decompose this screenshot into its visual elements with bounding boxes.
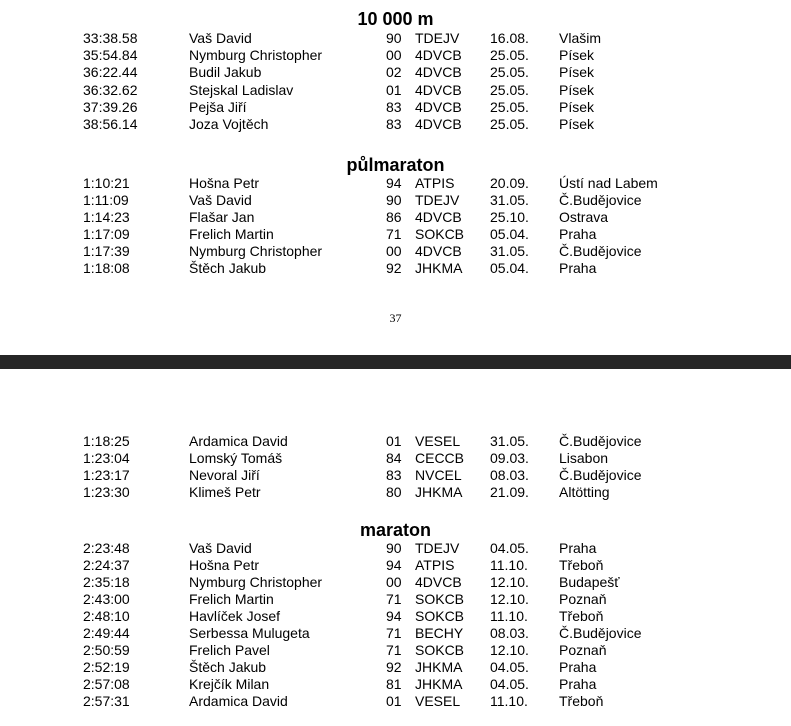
result-time: 2:52:19	[83, 659, 130, 675]
result-place: Poznaň	[559, 591, 607, 607]
result-year: 81	[386, 676, 402, 692]
result-year: 01	[386, 433, 402, 449]
result-name: Pejša Jiří	[189, 98, 247, 115]
result-date: 25.10.	[490, 209, 529, 225]
result-name: Vaš David	[189, 540, 252, 556]
result-name: Joza Vojtěch	[189, 116, 269, 132]
section-heading: maraton	[359, 520, 431, 540]
result-club: BECHY	[415, 625, 464, 641]
result-row	[0, 608, 791, 625]
result-place: Vlašim	[559, 30, 602, 46]
result-name: Budil Jakub	[189, 64, 262, 81]
result-name: Hošna Petr	[189, 175, 260, 191]
result-club: 4DVCB	[415, 574, 462, 590]
result-name: Vaš David	[189, 192, 252, 208]
result-date: 05.04.	[490, 226, 529, 242]
result-year: 83	[386, 116, 402, 132]
page-number: 37	[389, 311, 402, 325]
result-row	[0, 175, 791, 192]
result-time: 2:49:44	[83, 625, 130, 641]
result-time: 35:54.84	[83, 47, 138, 64]
result-year: 71	[386, 226, 402, 242]
result-time: 2:35:18	[83, 574, 130, 590]
result-place: Třeboň	[559, 608, 604, 624]
result-year: 90	[386, 192, 402, 208]
result-place: Písek	[559, 98, 595, 115]
result-date: 25.05.	[490, 64, 529, 81]
result-year: 71	[386, 625, 402, 641]
result-year: 94	[386, 175, 402, 191]
result-place: Č.Budějovice	[559, 625, 642, 641]
result-club: TDEJV	[415, 30, 460, 46]
result-date: 12.10.	[490, 642, 529, 658]
result-year: 83	[386, 467, 402, 483]
result-row	[0, 540, 791, 557]
result-time: 1:18:08	[83, 260, 130, 276]
result-name: Nymburg Christopher	[189, 47, 323, 64]
result-year: 80	[386, 484, 402, 500]
result-year: 00	[386, 574, 402, 590]
result-name: Štěch Jakub	[189, 260, 267, 276]
result-club: 4DVCB	[415, 98, 462, 115]
result-time: 1:17:09	[83, 226, 130, 242]
result-place: Ústí nad Labem	[559, 175, 658, 191]
result-club: SOKCB	[415, 642, 465, 658]
result-date: 11.10.	[490, 693, 528, 709]
result-name: Nymburg Christopher	[189, 574, 323, 590]
result-name: Stejskal Ladislav	[189, 81, 294, 98]
result-time: 1:11:09	[83, 192, 129, 208]
result-time: 2:23:48	[83, 540, 130, 556]
result-club: JHKMA	[415, 659, 463, 675]
result-row	[0, 557, 791, 574]
result-club: JHKMA	[415, 676, 463, 692]
result-name: Frelich Martin	[189, 226, 274, 242]
result-club: 4DVCB	[415, 81, 462, 98]
result-name: Štěch Jakub	[189, 659, 267, 675]
result-club: ATPIS	[415, 175, 455, 191]
result-year: 92	[386, 260, 402, 276]
result-time: 1:18:25	[83, 433, 130, 449]
result-date: 04.05.	[490, 540, 529, 556]
result-date: 25.05.	[490, 81, 529, 98]
result-date: 31.05.	[490, 433, 529, 449]
result-row	[0, 226, 791, 243]
result-time: 1:23:04	[83, 450, 130, 466]
result-club: TDEJV	[415, 540, 460, 556]
result-date: 12.10.	[490, 591, 529, 607]
result-place: Poznaň	[559, 642, 607, 658]
result-club: SOKCB	[415, 608, 465, 624]
result-place: Altötting	[559, 484, 610, 500]
result-row	[0, 484, 791, 501]
result-time: 37:39.26	[83, 98, 138, 115]
result-year: 71	[386, 591, 402, 607]
result-date: 08.03.	[490, 467, 529, 483]
result-row	[0, 659, 791, 676]
result-name: Havlíček Josef	[189, 608, 281, 624]
result-date: 08.03.	[490, 625, 529, 641]
result-time: 2:48:10	[83, 608, 130, 624]
result-time: 2:50:59	[83, 642, 130, 658]
result-row	[0, 574, 791, 591]
result-year: 90	[386, 30, 402, 46]
result-club: VESEL	[415, 433, 461, 449]
result-club: 4DVCB	[415, 47, 462, 64]
result-year: 94	[386, 557, 402, 573]
result-place: Písek	[559, 116, 595, 132]
result-place: Praha	[559, 540, 597, 556]
result-place: Písek	[559, 47, 595, 64]
result-place: Praha	[559, 226, 597, 242]
result-row	[0, 467, 791, 484]
result-place: Praha	[559, 260, 597, 276]
result-name: Nevoral Jiří	[189, 467, 260, 483]
result-row	[0, 30, 791, 47]
result-club: JHKMA	[415, 260, 463, 276]
result-date: 21.09.	[490, 484, 529, 500]
result-row	[0, 116, 791, 133]
result-place: Třeboň	[559, 693, 604, 709]
result-year: 02	[386, 64, 402, 81]
result-year: 01	[386, 693, 402, 709]
result-place: Písek	[559, 81, 595, 98]
result-date: 25.05.	[490, 98, 529, 115]
result-date: 11.10.	[490, 608, 528, 624]
result-place: Č.Budějovice	[559, 467, 642, 483]
result-date: 31.05.	[490, 243, 529, 259]
result-place: Lisabon	[559, 450, 609, 466]
result-time: 1:14:23	[83, 209, 130, 225]
result-club: 4DVCB	[415, 209, 462, 225]
result-date: 04.05.	[490, 659, 529, 675]
result-time: 33:38.58	[83, 30, 138, 46]
result-place: Č.Budějovice	[559, 433, 642, 449]
result-row	[0, 642, 791, 659]
result-name: Ardamica David	[189, 693, 288, 709]
result-date: 04.05.	[490, 676, 529, 692]
result-name: Frelich Martin	[189, 591, 274, 607]
result-place: Ostrava	[559, 209, 609, 225]
result-time: 2:57:08	[83, 676, 130, 692]
result-place: Třeboň	[559, 557, 604, 573]
result-year: 00	[386, 47, 402, 64]
result-date: 20.09.	[490, 175, 529, 191]
result-name: Vaš David	[189, 30, 252, 46]
result-year: 92	[386, 659, 402, 675]
result-row	[0, 47, 791, 64]
result-name: Frelich Pavel	[189, 642, 270, 658]
result-club: TDEJV	[415, 192, 460, 208]
result-row	[0, 243, 791, 260]
result-time: 36:32.62	[83, 81, 138, 98]
result-club: 4DVCB	[415, 243, 462, 259]
result-place: Praha	[559, 659, 597, 675]
result-place: Č.Budějovice	[559, 192, 642, 208]
result-row	[0, 64, 791, 81]
result-time: 1:17:39	[83, 243, 130, 259]
result-club: JHKMA	[415, 484, 463, 500]
result-row	[0, 260, 791, 277]
page-divider	[0, 355, 791, 369]
result-name: Serbessa Mulugeta	[189, 625, 310, 641]
result-time: 38:56.14	[83, 116, 138, 132]
result-date: 05.04.	[490, 260, 529, 276]
result-row	[0, 676, 791, 693]
result-row	[0, 192, 791, 209]
result-club: SOKCB	[415, 226, 465, 242]
result-row	[0, 82, 791, 99]
result-time: 2:24:37	[83, 557, 130, 573]
result-row	[0, 693, 791, 710]
result-place: Praha	[559, 676, 597, 692]
result-row	[0, 433, 791, 450]
result-year: 83	[386, 98, 402, 115]
result-club: NVCEL	[415, 467, 462, 483]
result-name: Nymburg Christopher	[189, 243, 323, 259]
result-year: 86	[386, 209, 402, 225]
result-year: 94	[386, 608, 402, 624]
result-club: 4DVCB	[415, 116, 462, 132]
result-year: 90	[386, 540, 402, 556]
section-heading: 10 000 m	[357, 9, 434, 29]
result-row	[0, 450, 791, 467]
result-place: Písek	[559, 64, 595, 81]
result-date: 11.10.	[490, 557, 528, 573]
result-time: 1:23:30	[83, 484, 130, 500]
result-name: Lomský Tomáš	[189, 450, 283, 466]
result-row	[0, 209, 791, 226]
result-name: Ardamica David	[189, 433, 288, 449]
result-club: VESEL	[415, 693, 461, 709]
result-row	[0, 99, 791, 116]
result-name: Klimeš Petr	[189, 484, 261, 500]
result-place: Budapešť	[559, 574, 620, 590]
result-row	[0, 625, 791, 642]
result-date: 25.05.	[490, 116, 529, 132]
result-year: 71	[386, 642, 402, 658]
result-place: Č.Budějovice	[559, 243, 642, 259]
result-time: 2:43:00	[83, 591, 130, 607]
section-heading: půlmaraton	[346, 155, 445, 175]
result-year: 84	[386, 450, 402, 466]
result-time: 1:23:17	[83, 467, 130, 483]
result-club: 4DVCB	[415, 64, 462, 81]
result-date: 31.05.	[490, 192, 529, 208]
result-time: 2:57:31	[83, 693, 130, 709]
result-date: 09.03.	[490, 450, 529, 466]
result-date: 16.08.	[490, 30, 529, 46]
result-club: ATPIS	[415, 557, 455, 573]
result-year: 00	[386, 243, 402, 259]
result-date: 12.10.	[490, 574, 529, 590]
result-name: Hošna Petr	[189, 557, 260, 573]
result-name: Flašar Jan	[189, 209, 255, 225]
result-time: 36:22.44	[83, 64, 138, 81]
result-club: SOKCB	[415, 591, 465, 607]
result-time: 1:10:21	[83, 175, 130, 191]
result-year: 01	[386, 81, 402, 98]
result-date: 25.05.	[490, 47, 529, 64]
result-name: Krejčík Milan	[189, 676, 270, 692]
result-club: CECCB	[415, 450, 465, 466]
result-row	[0, 591, 791, 608]
